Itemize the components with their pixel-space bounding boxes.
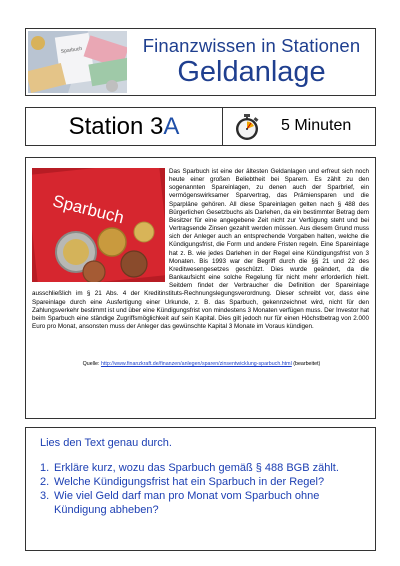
- money-photo-illustration: [28, 31, 127, 93]
- source-suffix: (bearbeitet): [293, 361, 321, 367]
- task-text: Wie viel Geld darf man pro Monat vom Sparbuch ohne Kündigung abheben?: [54, 490, 320, 516]
- source-citation: [26, 361, 377, 367]
- content-box: [25, 157, 376, 419]
- photo-float-spacer: [32, 168, 169, 286]
- header-title: Finanzwissen in Stationen: [142, 35, 361, 56]
- header-photo: [28, 31, 127, 93]
- content-paragraph: [32, 168, 369, 331]
- header-box: [25, 28, 376, 96]
- station-divider: [222, 108, 223, 145]
- task-item: [40, 475, 360, 489]
- station-label: [26, 113, 222, 141]
- stopwatch-icon: [233, 113, 261, 141]
- task-number: 2.: [40, 476, 50, 488]
- task-text: Erkläre kurz, wozu das Sparbuch gemäß § 488 BGB zählt.: [54, 462, 339, 474]
- task-number: 1.: [40, 462, 50, 474]
- header-subtitle: Geldanlage: [177, 56, 326, 88]
- station-number: Station 3: [68, 113, 164, 140]
- source-link[interactable]: http://www.finanzkraft.de/finanzen/anlegen/sparen/zinsentwicklung-sparbuch.html: [100, 361, 292, 367]
- task-item: [40, 489, 360, 517]
- header-book-label: Sparbuch: [60, 45, 83, 55]
- station-duration: 5 Minuten: [281, 117, 352, 134]
- tasks-box: [25, 427, 376, 551]
- content-text: Das Sparbuch ist eine der ältesten Geldanlagen und erfreut sich noch heute einer großen Beliebtheit bei Sparern. Es zählt zu den sogenannten Spareinlagen, zu denen auch der Sparbrief, ein vermögenswirksamer Sparvertrag, das Prämiensparen und die Sparpläne gehören. All diese Spareinlagen gelten nach § 488 des Bürgerlichen Gesetzbuchs als Darlehen, da ein bestimmter Betrag dem Besitzer für eine angegebene Zeit nicht zur Verfügung steht und bei Vertragsende Zinsen gezahlt werden müssen. Aus diesem Grund muss sich der Anleger auch an entsprechende Vorgaben halten, welche die Kündigungsfrist, die Form und andere Fristen regeln. Eine Spareinlage hat z. B. wie jedes Darlehen in der Regel eine Kündigungsfrist von 3 Monaten. Bis 1993 war der Begriff durch die §§ 21 und 22 des Kreditwesengesetzes geschützt. Dies wurde geändert, da die Bankaufsicht eine solche Regelung für nicht mehr erforderlich hielt. Seitdem findet der Verbraucher die Definition der Spareinlage ausschließlich im § 21 Abs. 4 der Kreditinstituts-Rechnungslegungsverordnung. Dieser schreibt vor, dass eine Spareinlage durch eine Ausfertigung einer Urkunde, z. B. das Sparbuch, gekennzeichnet wird, nicht für den Zahlungsverkehr bestimmt ist und über eine Kündigungsfrist von mindestens 3 Monaten verfügen muss. Der Investor hat beim Sparbuch eine ständige Zugriffsmöglichkeit auf sein Kapital. Dies gilt jedoch nur für einen Höchstbetrag von 2.000 Euro pro Monat, ansonsten muss der Anleger das gewünschte Kapital 3 Monate im Voraus kündigen.: [32, 168, 369, 330]
- tasks-list: [40, 461, 360, 517]
- source-prefix: Quelle:: [82, 361, 100, 367]
- task-item: [40, 461, 360, 475]
- station-bar: [25, 107, 376, 146]
- photo-sparbuch-label: Sparbuch: [50, 191, 126, 228]
- tasks-intro: Lies den Text genau durch.: [40, 437, 172, 449]
- station-letter: A: [163, 113, 180, 140]
- task-number: 3.: [40, 490, 50, 502]
- task-text: Welche Kündigungsfrist hat ein Sparbuch in der Regel?: [54, 476, 325, 488]
